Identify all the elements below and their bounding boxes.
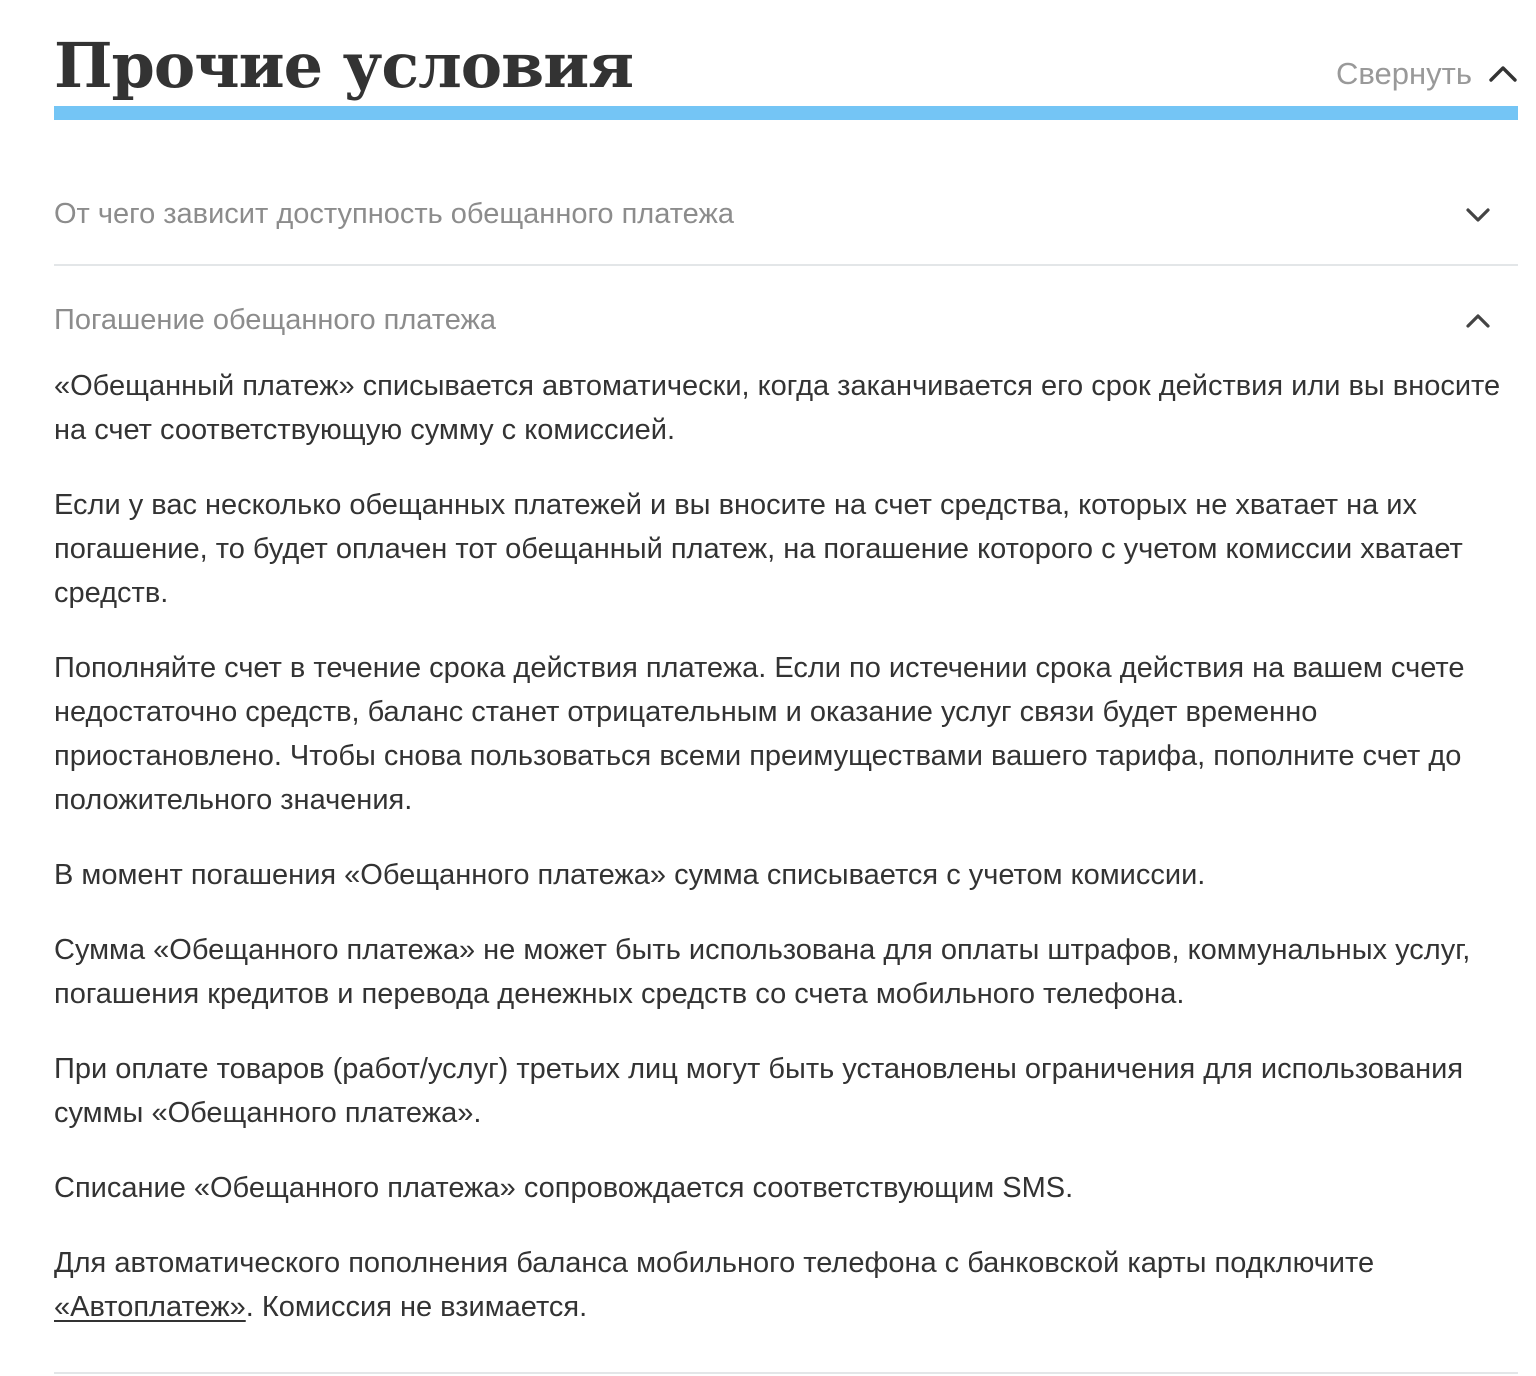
answer-paragraph	[54, 1241, 1518, 1329]
faq-answer	[54, 364, 1518, 1360]
answer-paragraph: При оплате товаров (работ/услуг) третьих лиц могут быть установлены ограничения для использования суммы «Обещанного платежа».	[54, 1053, 1464, 1129]
answer-paragraph: В момент погашения «Обещанного платежа» сумма списывается с учетом комиссии.	[54, 859, 1206, 891]
faq-question-toggle[interactable]	[54, 300, 1518, 340]
faq-item-availability	[54, 194, 1518, 234]
section-header	[54, 0, 1518, 120]
faq-question-text: От чего зависит доступность обещанного платежа	[54, 198, 734, 230]
chevron-down-icon	[1462, 198, 1494, 230]
page-title: Прочие условия	[54, 29, 634, 102]
chevron-up-icon	[1488, 59, 1518, 89]
faq-divider	[54, 264, 1518, 266]
collapse-label: Свернуть	[1336, 56, 1472, 91]
faq-item-repayment	[54, 300, 1518, 340]
answer-paragraph: Сумма «Обещанного платежа» не может быть использована для оплаты штрафов, коммунальных услуг, погашения кредитов и перевода денежных средств со счета мобильного телефона.	[54, 934, 1471, 1010]
faq-divider	[54, 1372, 1518, 1374]
answer-paragraph: Пополняйте счет в течение срока действия платежа. Если по истечении срока действия на вашем счете недостаточно средств, баланс станет отрицательным и оказание услуг связи будет временно приостановлено. Чтобы снова пользоваться всеми преимуществами вашего тарифа, пополните счет до положительного значения.	[54, 652, 1465, 816]
title-underline	[54, 106, 1518, 120]
other-conditions-section	[54, 0, 1518, 1323]
answer-paragraph: Списание «Обещанного платежа» сопровождается соответствующим SMS.	[54, 1172, 1074, 1204]
autopayment-link[interactable]: «Автоплатеж»	[54, 1291, 246, 1323]
answer-paragraph: «Обещанный платеж» списывается автоматически, когда заканчивается его срок действия или вы вносите на счет соответствующую сумму с комиссией.	[54, 370, 1501, 446]
answer-text: Для автоматического пополнения баланса мобильного телефона с банковской карты подключите	[54, 1247, 1375, 1279]
chevron-up-icon	[1462, 304, 1494, 336]
faq-question-text: Погашение обещанного платежа	[54, 304, 497, 336]
collapse-section-button[interactable]	[1336, 54, 1518, 94]
answer-text: . Комиссия не взимается.	[245, 1291, 588, 1323]
faq-question-toggle[interactable]	[54, 194, 1518, 234]
answer-paragraph: Если у вас несколько обещанных платежей и вы вносите на счет средства, которых не хватает на их погашение, то будет оплачен тот обещанный платеж, на погашение которого с учетом комиссии хватает средств.	[54, 489, 1463, 609]
